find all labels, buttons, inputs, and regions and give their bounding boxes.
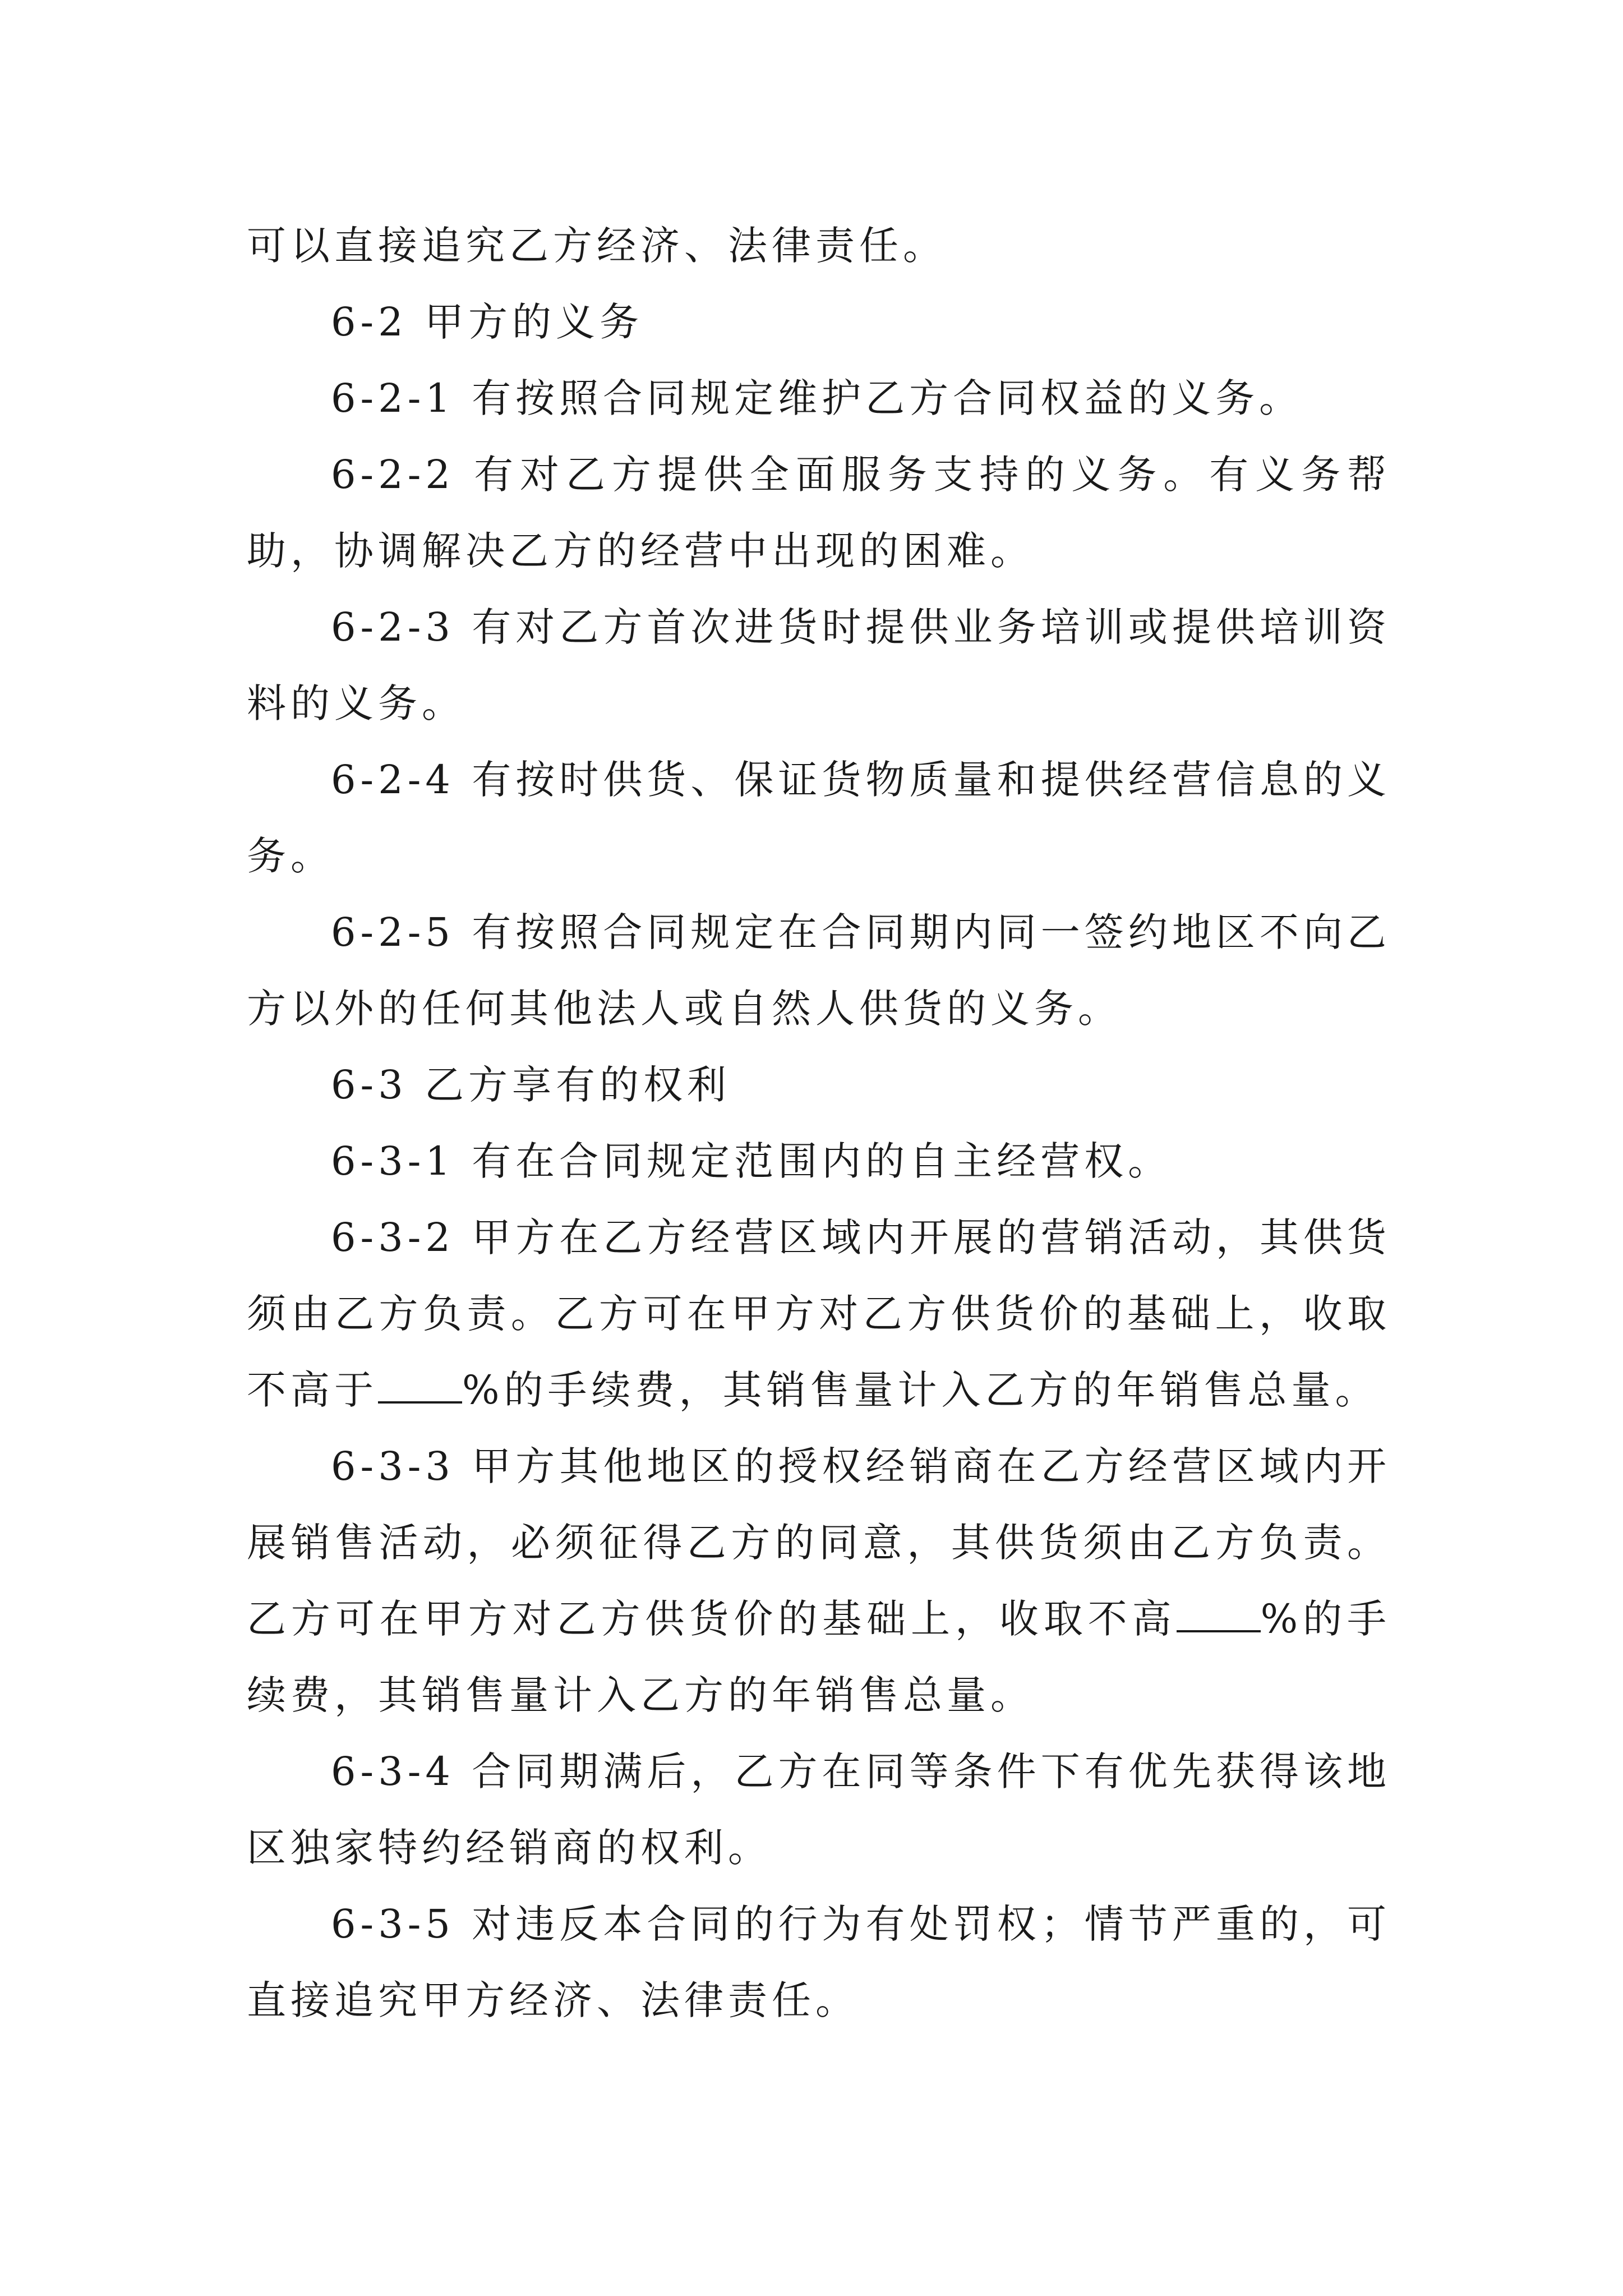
- fill-in-blank: [378, 1369, 462, 1404]
- clause-6-3-3-text-after: %的手续费，其销售量计入乙方的年销售总量。: [247, 1596, 1391, 1718]
- clause-6-3-4: 6-3-4 合同期满后，乙方在同等条件下有优先获得该地区独家特约经销商的权利。: [247, 1749, 1391, 1871]
- clause-6-2-2: 6-2-2 有对乙方提供全面服务支持的义务。有义务帮助，协调解决乙方的经营中出现的困难。: [247, 452, 1391, 574]
- section-heading-6-3: 6-3 乙方享有的权利: [331, 1062, 731, 1108]
- clause-6-3-1: 6-3-1 有在合同规定范围内的自主经营权。: [331, 1138, 1172, 1184]
- clause-6-3-2-text-after: %的手续费，其销售量计入乙方的年销售总量。: [462, 1367, 1379, 1413]
- clause-6-3-2: [247, 1199, 1391, 1428]
- clause-6-2-5: 6-2-5 有按照合同规定在合同期内同一签约地区不向乙方以外的任何其他法人或自然人供货的义务。: [247, 909, 1391, 1032]
- clause-6-3-2-text-before: 6-3-2 甲方在乙方经营区域内开展的营销活动，其供货须由乙方负责。乙方可在甲方对乙方供货价的基础上，收取不高于: [247, 1214, 1391, 1413]
- clause-6-2-4: 6-2-4 有按时供货、保证货物质量和提供经营信息的义务。: [247, 757, 1391, 879]
- clause-6-2-3: 6-2-3 有对乙方首次进货时提供业务培训或提供培训资料的义务。: [247, 604, 1391, 726]
- document-page: [247, 208, 1391, 2039]
- fill-in-blank: [1177, 1598, 1261, 1632]
- clause-6-2-1: 6-2-1 有按照合同规定维护乙方合同权益的义务。: [331, 375, 1303, 421]
- clause-6-3-3-text-before: 6-3-3 甲方其他地区的授权经销商在乙方经营区域内开展销售活动，必须征得乙方的同意，其供货须由乙方负责。乙方可在甲方对乙方供货价的基础上，收取不高: [247, 1443, 1391, 1642]
- clause-6-3-3: [247, 1428, 1391, 1733]
- section-heading-6-2: 6-2 甲方的义务: [331, 299, 643, 345]
- paragraph-continuation: 可以直接追究乙方经济、法律责任。: [247, 223, 947, 269]
- clause-6-3-5: 6-3-5 对违反本合同的行为有处罚权；情节严重的，可直接追究甲方经济、法律责任。: [247, 1901, 1391, 2023]
